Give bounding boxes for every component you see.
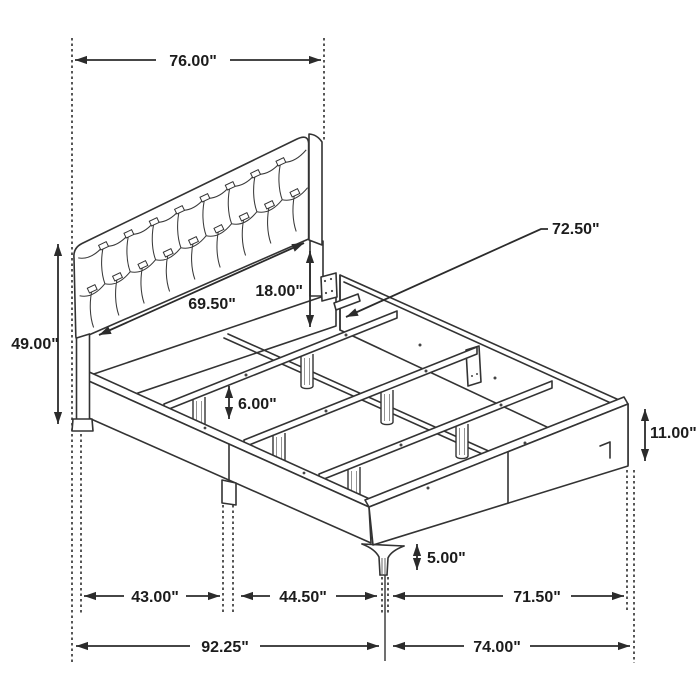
dimension-annotations — [11, 50, 697, 656]
dim-headboard-clearance: 18.00" — [255, 283, 303, 300]
bed-frame-drawing — [72, 134, 628, 575]
side-rail-mid-leg — [222, 480, 236, 505]
dim-mid-leg-to-foot-leg: 44.50" — [279, 589, 327, 606]
dim-slat-leg-height: 6.00" — [238, 396, 277, 413]
headboard-side-panel — [309, 134, 322, 245]
dim-overall-width: 76.00" — [169, 53, 217, 70]
mounting-bracket — [321, 273, 337, 301]
dim-side-rail-height: 11.00" — [650, 425, 697, 442]
extension-lines — [72, 38, 634, 663]
dim-headboard-width: 69.50" — [188, 296, 236, 313]
foot-left-leg — [362, 544, 404, 575]
dim-overall-length: 74.00" — [473, 639, 521, 656]
headboard-left-leg — [72, 334, 93, 431]
dim-rail-length: 72.50" — [552, 221, 600, 238]
dim-foot-leg-height: 5.00" — [427, 550, 466, 567]
dim-headboard-to-mid-leg: 43.00" — [131, 589, 179, 606]
dim-headboard-height: 49.00" — [11, 336, 59, 353]
dim-headboard-to-foot-leg: 92.25" — [201, 639, 249, 656]
near-side-rail — [82, 371, 372, 543]
dim-foot-leg-to-end: 71.50" — [513, 589, 561, 606]
